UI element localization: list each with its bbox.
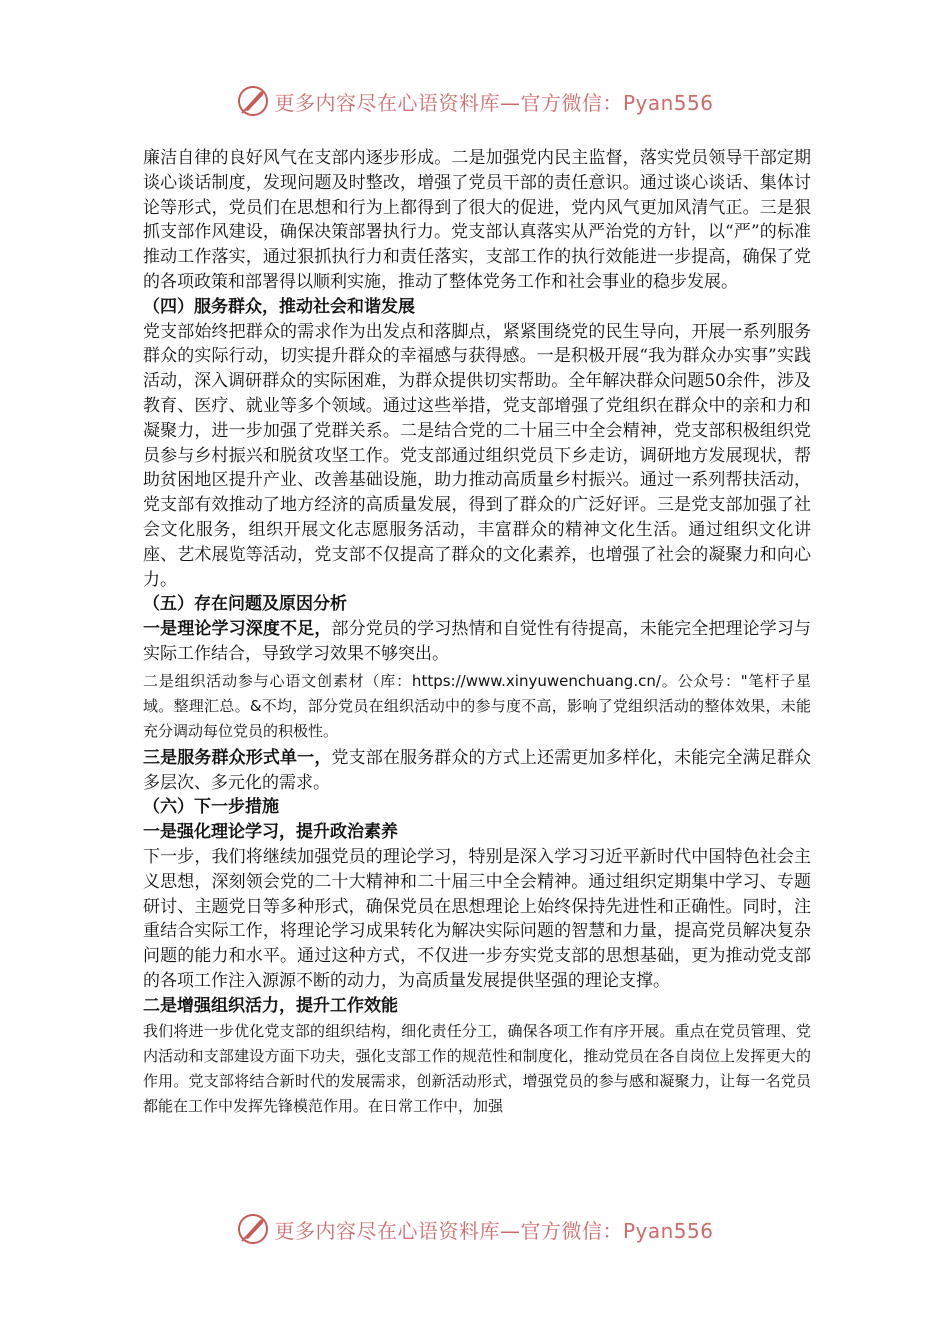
footer-banner [0, 1212, 950, 1246]
paragraph-6: 下一步，我们将继续加强党员的理论学习，特别是深入学习习近平新时代中国特色社会主义思想，深刻领会党的二十大精神和二十届三中全会精神。通过组织定期集中学习、专题研讨、主题党日等多种形式，确保党员在思想理论上始终保持先进性和正确性。同时，注重结合实际工作，将理论学习成果转化为解决实际问题的智慧和力量，提高党员解决复杂问题的能力和水平。通过这种方式，不仅进一步夯实党支部的思想基础，更为推动党支部的各项工作注入源源不断的动力，为高质量发展提供坚强的理论支撑。 [143, 846, 811, 991]
banner-text: 更多内容尽在心语资料库—官方微信：Pyan556 [274, 90, 714, 115]
feather-pen-logo-icon [236, 1212, 270, 1246]
paragraph-1: 廉洁自律的良好风气在支部内逐步形成。二是加强党内民主监督，落实党员领导干部定期谈心谈话制度，发现问题及时整改，增强了党员干部的责任意识。通过谈心谈话、集体讨论等形式，党员们在思想和行为上都得到了很大的促进，党内风气更加风清气正。三是狠抓支部作风建设，确保决策部署执行力。党支部认真落实从严治党的方针，以“严”的标准推动工作落实，通过狠抓执行力和责任落实，支部工作的执行效能进一步提高，确保了党的各项政策和部署得以顺利实施，推动了整体党务工作和社会事业的稳步发展。 [143, 148, 811, 292]
paragraph-2: 党支部始终把群众的需求作为出发点和落脚点，紧紧围绕党的民生导向，开展一系列服务群众的实际行动，切实提升群众的幸福感与获得感。一是积极开展“我为群众办实事”实践活动，深入调研群众的实际困难，为群众提供切实帮助。全年解决群众问题50余件，涉及教育、医疗、就业等多个领域。通过这些举措，党支部增强了党组织在群众中的亲和力和凝聚力，进一步加强了党群关系。二是结合党的二十届三中全会精神，党支部积极组织党员参与乡村振兴和脱贫攻坚工作。党支部通过组织党员下乡走访，调研地方发展现状，帮助贫困地区提升产业、改善基础设施，助力推动高质量乡村振兴。通过一系列帮扶活动，党支部有效推动了地方经济的高质量发展，得到了群众的广泛好评。三是党支部加强了社会文化服务，组织开展文化志愿服务活动，丰富群众的精神文化生活。通过组织文化讲座、艺术展览等活动，党支部不仅提高了群众的文化素养，也增强了社会的凝聚力和向心力。 [143, 321, 811, 590]
heading-section-4: （四）服务群众，推动社会和谐发展 [143, 296, 415, 317]
heading-section-6: （六）下一步措施 [143, 797, 279, 818]
paragraph-3 [143, 617, 811, 667]
paragraph-5-rest: 党支部在服务群众的方式上还需更加多样化，未能完全满足群众多层次、多元化的需求。 [143, 747, 812, 793]
subheading-2: 二是增强组织活力，提升工作效能 [143, 995, 398, 1016]
heading-section-5: （五）存在问题及原因分析 [143, 594, 347, 615]
paragraph-4: 二是组织活动参与心语文创素材（库：https://www.xinyuwenchuang.cn/。公众号："笔杆子星域。整理汇总。&不均，部分党员在组织活动中的参与度不高，影响了党组织活动的整体效果，未能充分调动每位党员的积极性。 [143, 671, 811, 740]
paragraph-7: 我们将进一步优化党支部的组织结构，细化责任分工，确保各项工作有序开展。重点在党员管理、党内活动和支部建设方面下功夫，强化支部工作的规范性和制度化，推动党员在各自岗位上发挥更大的作用。党支部将结合新时代的发展需求，创新活动形式，增强党员的参与感和凝聚力，让每一名党员都能在工作中发挥先锋模范作用。在日常工作中，加强 [143, 1021, 811, 1115]
paragraph-5-lead: 三是服务群众形式单一， [143, 747, 332, 768]
feather-pen-logo-icon [236, 84, 270, 118]
paragraph-5 [143, 746, 811, 796]
subheading-1: 一是强化理论学习，提升政治素养 [143, 822, 398, 843]
paragraph-3-lead: 一是理论学习深度不足， [143, 619, 332, 640]
paragraph-3-rest: 部分党员的学习热情和自觉性有待提高，未能完全把理论学习与实际工作结合，导致学习效果不够突出。 [143, 619, 812, 664]
header-banner [0, 84, 950, 118]
document-body [143, 146, 811, 1119]
banner-text: 更多内容尽在心语资料库—官方微信：Pyan556 [274, 1218, 714, 1243]
